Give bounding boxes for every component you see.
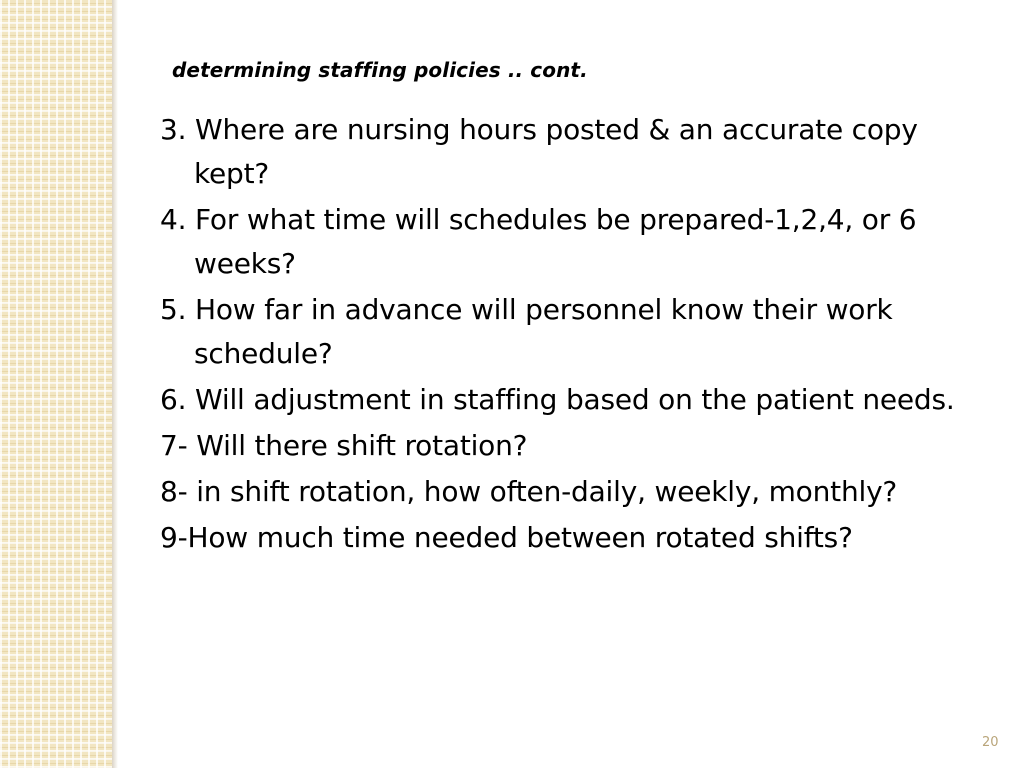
list-item: 4. For what time will schedules be prepared-1,2,4, or 6 weeks? [160,203,917,280]
list-item: 8- in shift rotation, how often-daily, weekly, monthly? [160,475,898,508]
slide-title: determining staffing policies .. cont. [172,58,588,82]
question-list [160,108,990,562]
decorative-side-band [0,0,112,768]
list-item: 7- Will there shift rotation? [160,429,528,462]
list-item: 5. How far in advance will personnel know their work schedule? [160,293,893,370]
list-item: 6. Will adjustment in staffing based on the patient needs. [160,383,955,416]
list-item: 9-How much time needed between rotated shifts? [160,521,853,554]
side-band-shadow [112,0,118,768]
list-item: 3. Where are nursing hours posted & an accurate copy kept? [160,113,918,190]
page-number: 20 [982,735,999,750]
